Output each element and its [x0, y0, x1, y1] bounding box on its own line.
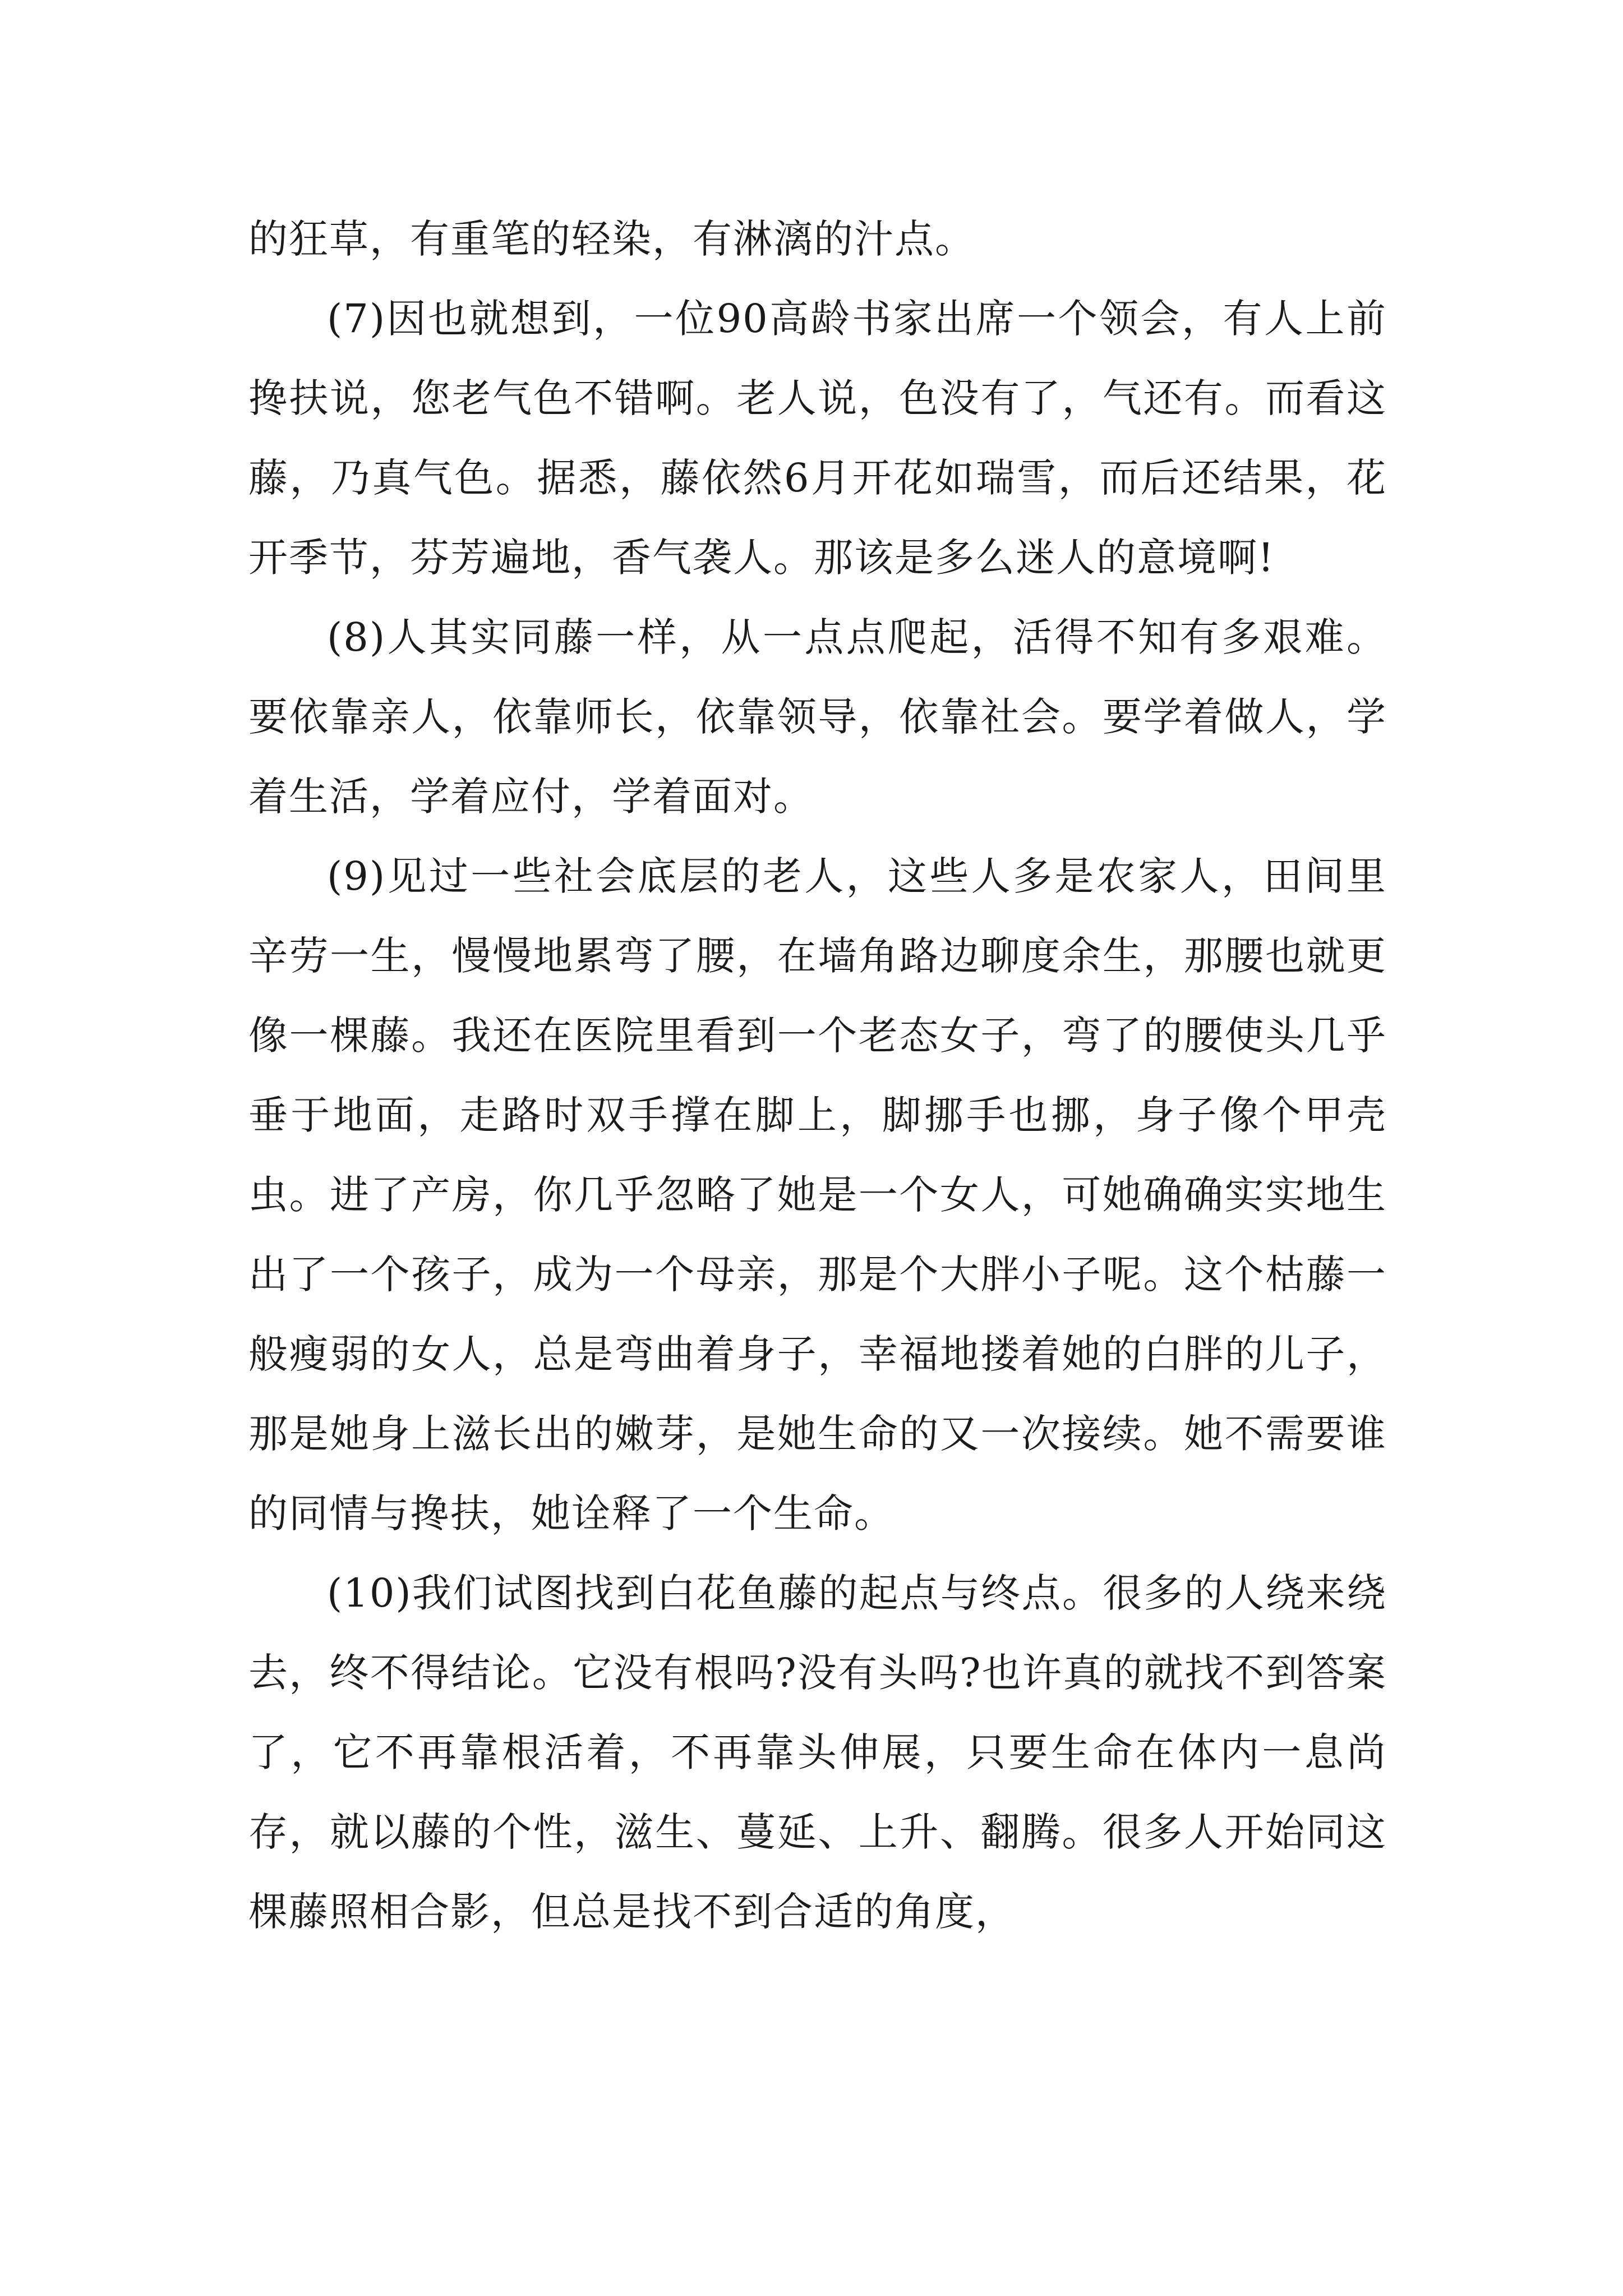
paragraph-8: (8)人其实同藤一样，从一点点爬起，活得不知有多艰难。要依靠亲人，依靠师长，依靠领导，依靠社会。要学着做人，学着生活，学着应付，学着面对。: [248, 614, 1387, 820]
paragraph-9: (9)见过一些社会底层的老人，这些人多是农家人，田间里辛劳一生，慢慢地累弯了腰，在墙角路边聊度余生，那腰也就更像一棵藤。我还在医院里看到一个老态女子，弯了的腰使头几乎垂于地面，走路时双手撑在脚上，脚挪手也挪，身子像个甲壳虫。进了产房，你几乎忽略了她是一个女人，可她确确实实地生出了一个孩子，成为一个母亲，那是个大胖小子呢。这个枯藤一般瘦弱的女人，总是弯曲着身子，幸福地搂着她的白胖的儿子，那是她身上滋长出的嫩芽，是她生命的又一次接续。她不需要谁的同情与搀扶，她诠释了一个生命。: [248, 853, 1387, 1536]
article-body: [248, 199, 1387, 1952]
paragraph-continuation: 的狂草，有重笔的轻染，有淋漓的汁点。: [248, 216, 975, 262]
paragraph-7: (7)因也就想到，一位90高龄书家出席一个领会，有人上前搀扶说，您老气色不错啊。老人说，色没有了，气还有。而看这藤，乃真气色。据悉，藤依然6月开花如瑞雪，而后还结果，花开季节，芬芳遍地，香气袭人。那该是多么迷人的意境啊!: [248, 296, 1387, 581]
paragraph-10: (10)我们试图找到白花鱼藤的起点与终点。很多的人绕来绕去，终不得结论。它没有根吗?没有头吗?也许真的就找不到答案了，它不再靠根活着，不再靠头伸展，只要生命在体内一息尚存，就以藤的个性，滋生、蔓延、上升、翻腾。很多人开始同这棵藤照相合影，但总是找不到合适的角度，: [248, 1570, 1387, 1935]
